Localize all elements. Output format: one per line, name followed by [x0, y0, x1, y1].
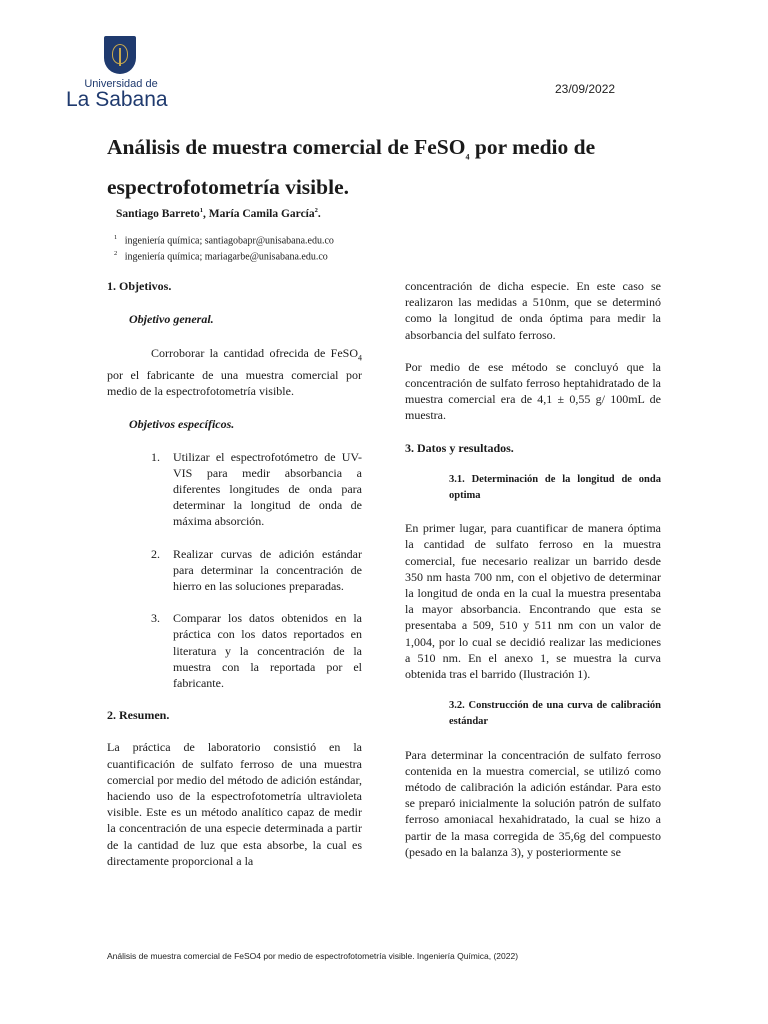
affiliation-1: $^1$ ingeniería química; santiagobapr@unisabana.edu.co: [114, 234, 334, 247]
affiliation-2: $^2$ ingeniería química; mariagarbe@unisabana.edu.co: [114, 250, 328, 263]
left-column: [107, 278, 362, 869]
section-heading-objetivos: 1. Objetivos.: [107, 279, 172, 293]
authors: Santiago Barreto$^1$, María Camila García$^2$.: [116, 207, 321, 220]
paragraph-3-2: Para determinar la concentración de sulfato ferroso contenida en la muestra comercial, se utilizó como método de calibración la adición estándar. Para esto se preparó inicialmente la solución patrón de sulfato ferroso amoniacal hexahidratado, la cual se hizo a partir de la masa corregida de 35,6g del compuesto (pesado en la balanza 3), y posteriormente se: [405, 747, 661, 859]
logo-name: La Sabana: [66, 88, 168, 111]
list-item: 3. Comparar los datos obtenidos en la práctica con los datos reportados en literatura y la concentración de la muestra con la reportada por el fabricante.: [151, 611, 362, 691]
paragraph-continued: concentración de dicha especie. En este caso se realizaron las medidas a 510nm, que se determinó como la longitud de onda óptima para medir la absorbancia del sulfato ferroso.: [405, 279, 661, 342]
paragraph-conclusion: Por medio de ese método se concluyó que la concentración de sulfato ferroso heptahidratado de la muestra comercial era de 4,1 ± 0,55 g/ 100mL de muestra.: [405, 359, 661, 423]
document-date: 23/09/2022: [555, 82, 616, 96]
crest-icon: [104, 36, 136, 74]
subsection-heading-3-1: 3.1. Determinación de la longitud de onda optima: [449, 473, 661, 502]
section-heading-resumen: 2. Resumen.: [107, 708, 170, 723]
right-column: [405, 278, 661, 860]
subheading-objetivos-especificos: Objetivos específicos.: [129, 417, 235, 432]
paragraph-resumen: La práctica de laboratorio consistió en la cuantificación de sulfato ferroso de una muestra comercial por medio del método de adición estándar, haciendo uso de la espectrofotometría ultravioleta visible. Este es un método analítico capaz de medir la concentración de una especie determinada a partir de la cantidad de luz que esta absorbe, la cual es directamente proporcional a la: [107, 740, 362, 868]
logo-subtitle: Universidad de: [84, 78, 158, 90]
subheading-objetivo-general: Objetivo general.: [129, 312, 214, 327]
paragraph-objetivo-general: Corroborar la cantidad ofrecida de FeSO$_4$ por el fabricante de una muestra comercial por medio de la espectrofotometría visible.: [107, 346, 362, 399]
section-heading-datos: 3. Datos y resultados.: [405, 440, 514, 455]
paper-title: Análisis de muestra comercial de FeSO$_4$ por medio de espectrofotometría visible.: [107, 135, 596, 200]
subsection-heading-3-2: 3.2. Construcción de una curva de calibración estándar: [449, 700, 661, 728]
objectives-list: [107, 449, 362, 692]
list-item: 1. Utilizar el espectrofotómetro de UV-VIS para medir absorbancia a diferentes longitudes de onda para determinar la longitud de onda de máxima absorción.: [151, 449, 362, 529]
page-footer: Análisis de muestra comercial de FeSO4 por medio de espectrofotometría visible. Ingeniería Química, (2022): [107, 951, 519, 961]
list-item: 2. Realizar curvas de adición estándar para determinar la concentración de hierro en las soluciones preparadas.: [151, 546, 362, 594]
paragraph-3-1: En primer lugar, para cuantificar de manera óptima la cantidad de sulfato ferroso en la muestra comercial, fue necesario realizar un barrido desde 350 nm hasta 700 nm, con el objetivo de determinar la longitud de onda en la cual la muestra presentaba la mayor absorbancia. Encontrando que esta se presentaba a 509, 510 y 511 nm con un valor de 1,004, por lo cual se decidió realizar las mediciones a 510 nm. En el anexo 1, se muestra la curva obtenida tras el barrido (Ilustración 1).: [405, 521, 661, 682]
